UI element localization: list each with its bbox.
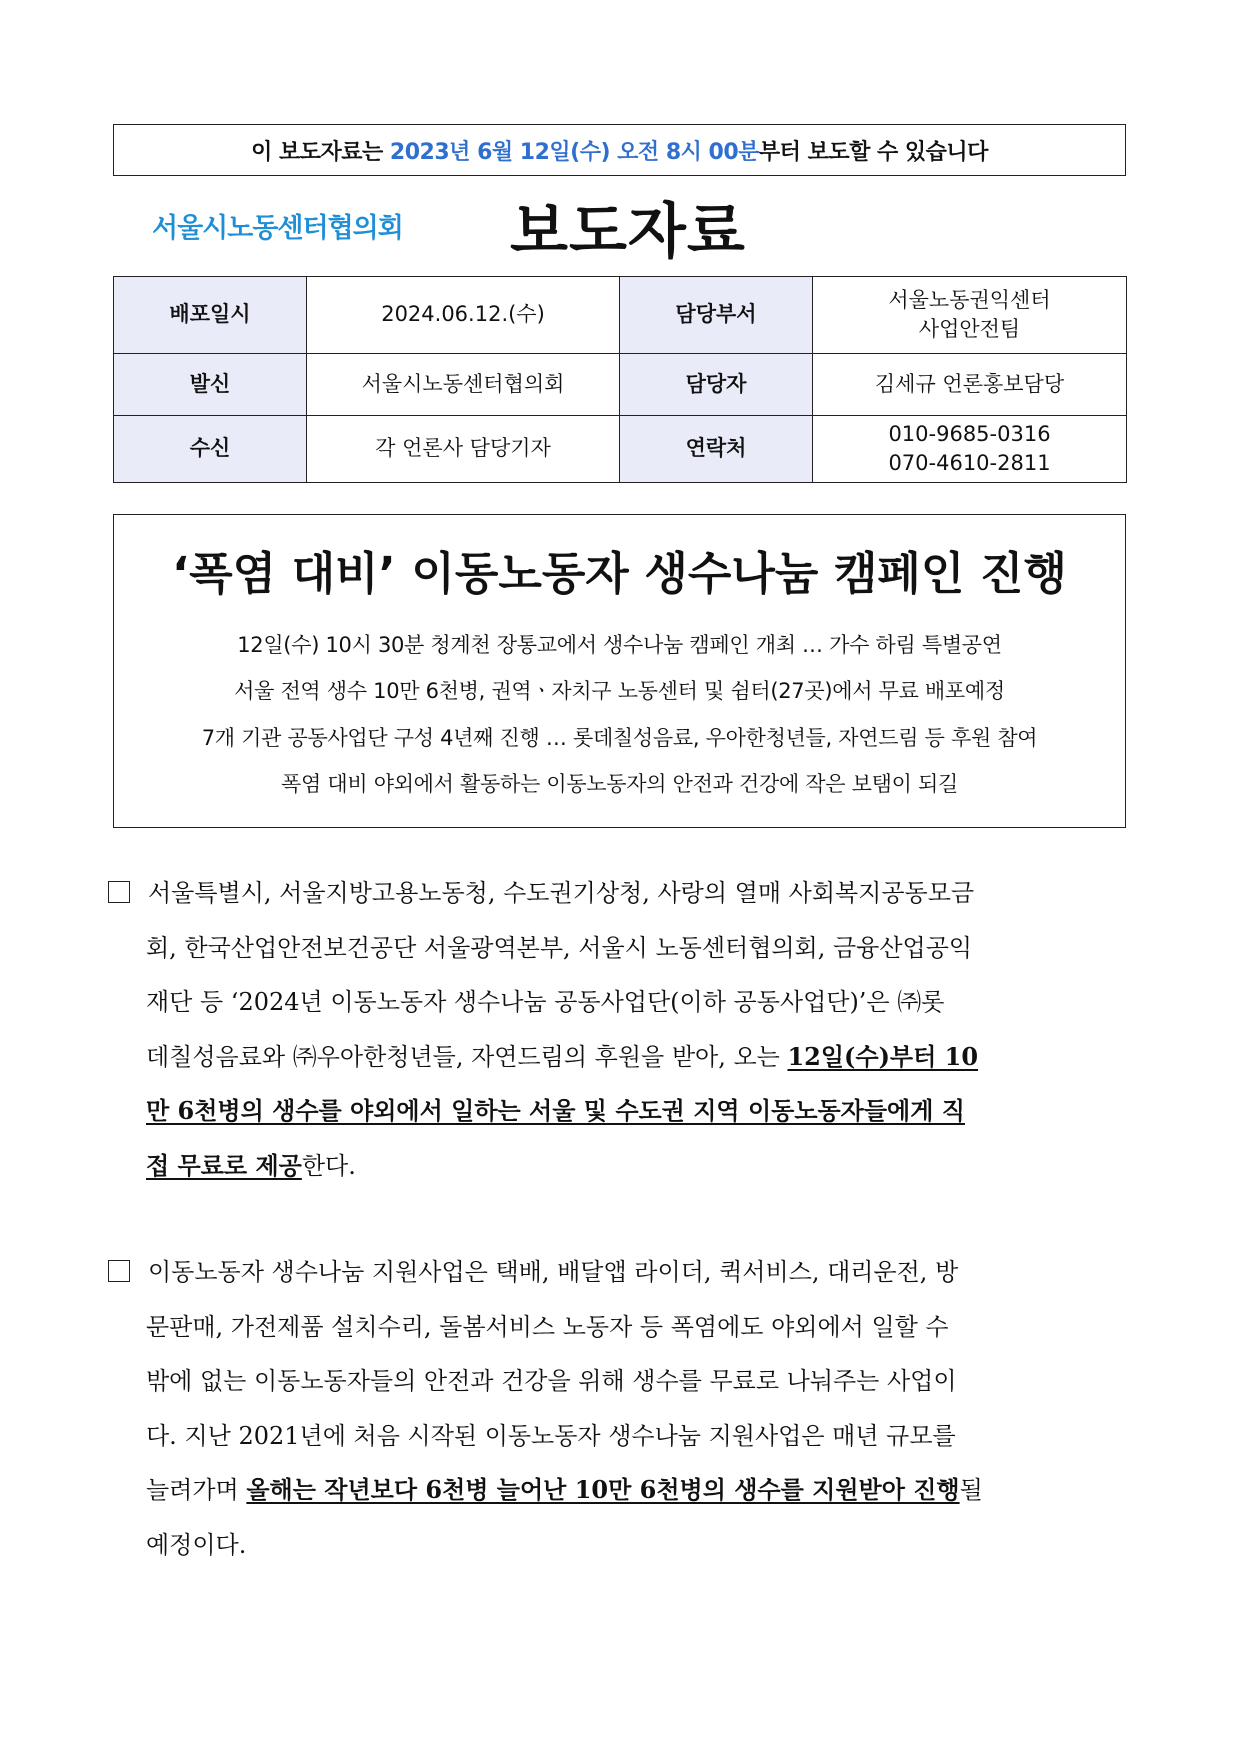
para1-line-1 (108, 866, 1132, 921)
embargo-datetime: 2023년 6월 12일(수) 오전 8시 00분 (389, 139, 759, 165)
recipient-label: 수신 (114, 416, 307, 483)
para2-text-5-tail: 될 (959, 1476, 983, 1504)
para1-emphasis-6: 접 무료로 제공 (146, 1150, 302, 1180)
para2-text-5: 늘려가며 (146, 1476, 247, 1504)
org-name: 서울시노동센터협의회 (152, 213, 403, 244)
embargo-prefix: 이 보도자료는 (251, 139, 390, 165)
contact-person-label: 담당자 (620, 354, 813, 416)
department-label: 담당부서 (620, 277, 813, 354)
info-row-recipient (114, 416, 1127, 483)
embargo-notice (113, 124, 1126, 176)
para1-line-2: 회, 한국산업안전보건공단 서울광역본부, 서울시 노동센터협의회, 금융산업공익 (146, 933, 973, 962)
para2-line-5 (108, 1463, 1132, 1518)
doc-title: 보도자료 (510, 197, 746, 267)
phone-2: 070-4610-2811 (888, 451, 1051, 475)
distribution-date: 2024.06.12.(수) (307, 277, 620, 354)
department-line1: 서울노동권익센터 (888, 287, 1051, 312)
para2-line-4: 다. 지난 2021년에 처음 시작된 이동노동자 생수나눔 지원사업은 매년 규모를 (146, 1421, 956, 1450)
subhead-2: 서울 전역 생수 10만 6천병, 권역ㆍ자치구 노동센터 및 쉼터(27곳)에서 무료 배포예정 (234, 679, 1005, 703)
paragraph-1 (108, 866, 1132, 1193)
para2-line-1 (108, 1245, 1132, 1300)
para1-emphasis-5: 만 6천병의 생수를 야외에서 일하는 서울 및 수도권 지역 이동노동자들에게 직 (146, 1096, 965, 1125)
recipient: 각 언론사 담당기자 (307, 416, 620, 483)
info-row-date (114, 277, 1127, 354)
para1-line-3: 재단 등 ‘2024년 이동노동자 생수나눔 공동사업단(이하 공동사업단)’은 ㈜롯 (146, 988, 945, 1016)
department-line2: 사업안전팀 (918, 317, 1021, 341)
para1-text-1: 서울특별시, 서울지방고용노동청, 수도권기상청, 사랑의 열매 사회복지공동모금 (148, 879, 975, 907)
subhead-1: 12일(수) 10시 30분 청계천 장통교에서 생수나눔 캠페인 개최 … 가수 하림 특별공연 (237, 633, 1002, 657)
para2-line-2: 문판매, 가전제품 설치수리, 돌봄서비스 노동자 등 폭염에도 야외에서 일할 수 (146, 1312, 949, 1341)
para1-line-5 (108, 1084, 1132, 1139)
paragraph-2 (108, 1245, 1132, 1572)
phone-1: 010-9685-0316 (888, 421, 1051, 446)
para1-text-4: 데칠성음료와 ㈜우아한청년들, 자연드림의 후원을 받아, 오는 (146, 1042, 788, 1071)
para1-line-6 (108, 1139, 1132, 1194)
bullet-box-icon (108, 1260, 130, 1282)
contact-person: 김세규 언론홍보담당 (813, 354, 1127, 416)
phone-label: 연락처 (620, 416, 813, 483)
headline: ‘폭염 대비’ 이동노동자 생수나눔 캠페인 진행 (172, 547, 1067, 600)
para1-emphasis-4: 12일(수)부터 10 (787, 1041, 979, 1071)
bullet-box-icon (108, 881, 130, 903)
para2-text-1: 이동노동자 생수나눔 지원사업은 택배, 배달앱 라이더, 퀵서비스, 대리운전, 방 (148, 1258, 959, 1286)
para2-emphasis-5: 올해는 작년보다 6천병 늘어난 10만 6천병의 생수를 지원받아 진행 (246, 1475, 960, 1504)
para1-line-4 (108, 1030, 1132, 1085)
distribution-date-label: 배포일시 (114, 277, 307, 354)
sender-label: 발신 (114, 354, 307, 416)
subhead-4: 폭염 대비 야외에서 활동하는 이동노동자의 안전과 건강에 작은 보탬이 되길 (281, 772, 958, 796)
sender: 서울시노동센터협의회 (307, 354, 620, 416)
info-row-sender (114, 354, 1127, 416)
para2-line-3: 밖에 없는 이동노동자들의 안전과 건강을 위해 생수를 무료로 나눠주는 사업이 (146, 1367, 957, 1395)
embargo-suffix: 부터 보도할 수 있습니다 (758, 139, 988, 165)
subhead-3: 7개 기관 공동사업단 구성 4년째 진행 … 롯데칠성음료, 우아한청년들, 자연드림 등 후원 참여 (201, 726, 1038, 750)
phone-numbers (813, 416, 1127, 483)
headline-box (113, 514, 1126, 828)
para1-text-6: 한다. (301, 1151, 356, 1180)
info-table (113, 276, 1127, 483)
department (813, 277, 1127, 354)
para2-line-6: 예정이다. (146, 1530, 247, 1559)
